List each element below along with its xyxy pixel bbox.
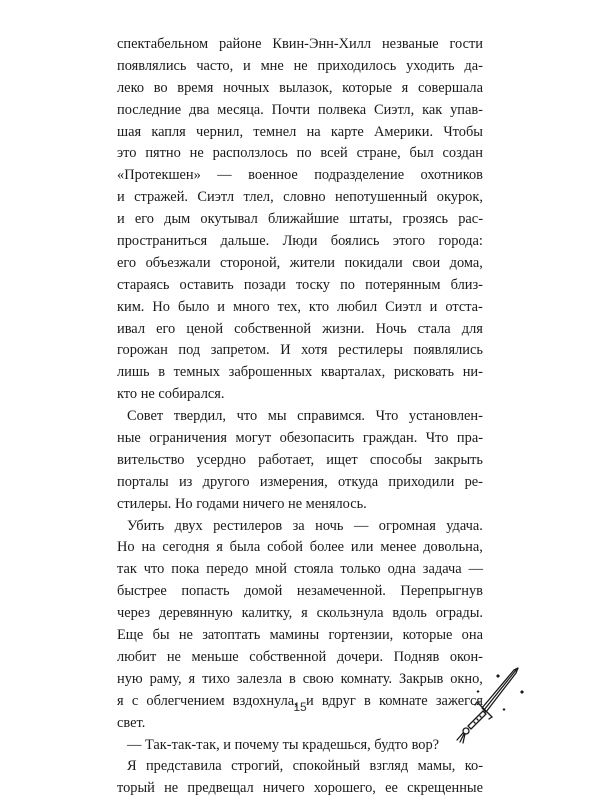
text-line: кто не собирался. [117,386,225,403]
text-line: ную раму, я тихо залезла в свою комнату. Закрыв окно, [117,670,483,687]
text-line: вительство усердно работает, ищет способы закрыть [117,451,483,468]
text-line: быстрее попасть домой незамеченной. Перепрыгнув [117,583,483,600]
text-line: ные ограничения могут обезопасить граждан. Что пра- [117,430,483,447]
text-line: порталы из другого измерения, откуда приходили ре- [117,473,483,490]
text-line: так что пока передо мной стояла только одна задача — [117,561,483,578]
text-line: — Так-так-так, и почему ты крадешься, будто вор? [127,736,440,753]
text-line: Совет твердил, что мы справимся. Что установлен- [127,408,483,425]
text-line: любит не меньше собственной дочери. Подняв окон- [117,648,483,665]
page-number: 15 [293,700,307,714]
text-line: Я представила строгий, спокойный взгляд мамы, ко- [127,758,483,775]
text-line: лишь в темных заброшенных кварталах, рисковать ни- [117,364,483,381]
text-line: стилеры. Но годами ничего не менялось. [117,495,367,512]
text-line: свет. [117,714,146,731]
text-line: леко во время ночных вылазок, которые я совершала [117,79,483,96]
body-text [117,34,483,800]
text-line: ивал его ценой собственной жизни. Ночь стала для [117,320,483,337]
text-line: ким. Но было и много тех, кто любил Сиэтл и отста- [117,298,483,315]
text-line: через деревянную калитку, я скользнула вдоль ограды. [117,605,483,622]
text-line: шая капля чернил, темнел на карте Америки. Чтобы [117,123,483,140]
text-line: спектабельном районе Квин-Энн-Хилл незваные гости [117,36,483,52]
text-line: Но на сегодня я была собой более или менее довольна, [117,539,483,556]
text-line: последние два месяца. Почти полвека Сиэтл, как упав- [117,101,483,118]
text-line: торый не предвещал ничего хорошего, ее скрещенные [117,780,483,797]
text-line: и его дым окутывал ближайшие штаты, грозясь рас- [117,211,483,228]
text-line: Еще бы не затоптать мамины гортензии, которые она [117,627,483,644]
text-line: появлялись часто, и мне не приходилось уходить да- [117,57,483,74]
dagger-icon [448,664,528,746]
text-line: я с облегчением вздохнула, и вдруг в комнате зажегся [117,692,483,709]
text-line: и стражей. Сиэтл тлел, словно непотушенный окурок, [117,189,483,206]
text-line: «Протекшен» — военное подразделение охотников [117,167,483,184]
text-line: Убить двух рестилеров за ночь — огромная удача. [127,517,483,534]
text-line: стараясь оставить позади тоску по потерянным близ- [117,276,483,293]
text-line: его объезжали стороной, жители покидали свои дома, [117,254,483,271]
text-line: горожан под запретом. И хотя рестилеры появлялись [117,342,483,359]
text-line: пространиться дальше. Люди боялись этого города: [117,233,483,250]
text-line: это пятно не расползлось по всей стране, был создан [117,145,483,162]
